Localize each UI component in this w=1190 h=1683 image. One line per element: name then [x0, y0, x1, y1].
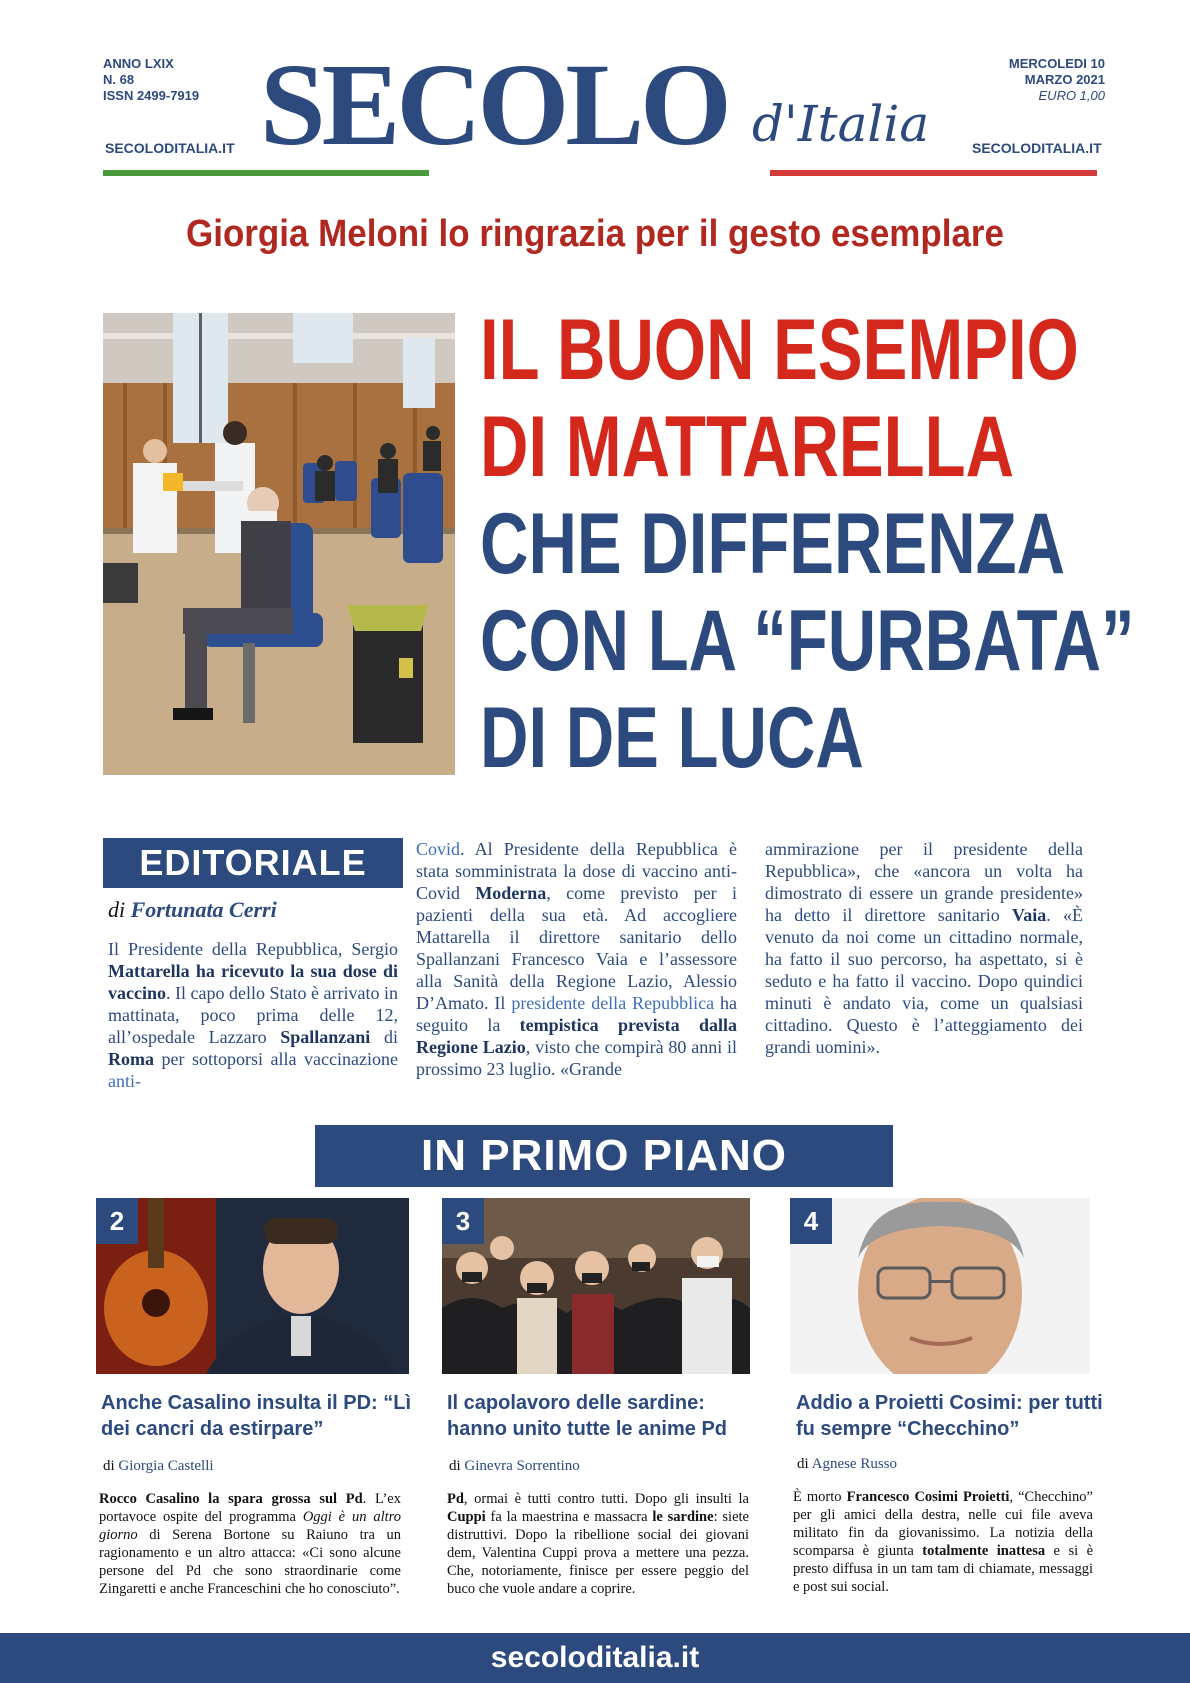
bold-text: Moderna: [475, 883, 547, 903]
text: , come previsto per i pazienti della sua età. Ad accogliere Mattarella il direttore sanitario dello Spallanzani Francesco Vaia e l’assessore alla Sanità della Regione Lazio, Alessio D’Amato. Il: [416, 883, 737, 1013]
card-1-number: 2: [96, 1198, 138, 1244]
headline-line-2: DI MATTARELLA: [480, 399, 1015, 495]
card-1-author: Giorgia Castelli: [118, 1458, 214, 1474]
bold-text: Cuppi: [447, 1509, 486, 1525]
section-label: IN PRIMO PIANO: [315, 1125, 893, 1187]
issue-year: ANNO LXIX: [103, 56, 174, 71]
red-rule: [770, 170, 1097, 176]
editorial-column-3: [765, 838, 1083, 1058]
card-1-text: [99, 1490, 401, 1598]
by-prefix: di: [797, 1456, 809, 1472]
date-info: [975, 56, 1105, 104]
text: e si è presto diffusa in un tam tam di chiamate, messaggi e post sui social.: [793, 1543, 1094, 1595]
bold-text: Rocco Casalino la spara grossa sul Pd: [99, 1491, 363, 1507]
text: : siete distruttivi. Dopo la ribellione social dei giovani dem, Valentina Cuppi prova a mettere una pezza. Che, notoriamente, finisce per essere peggio del buco che vuole andare a coprire.: [447, 1509, 749, 1597]
green-rule: [103, 170, 429, 176]
card-1-title[interactable]: Anche Casalino insulta il PD: “Lì dei cancri da estirpare”: [101, 1392, 412, 1440]
text: fa la maestrina e massacra: [485, 1509, 653, 1525]
site-link-right[interactable]: SECOLODITALIA.IT: [972, 140, 1102, 156]
headline-line-4: CON LA “FURBATA”: [480, 593, 1135, 689]
headline-line-3: CHE DIFFERENZA: [480, 496, 1066, 592]
author-name: Fortunata Cerri: [130, 897, 277, 922]
bold-text: Vaia: [1011, 905, 1047, 925]
by-prefix: di: [103, 1458, 115, 1474]
by-prefix: di: [449, 1458, 461, 1474]
logo-script-text: d'Italia: [752, 95, 930, 153]
issue-info: [103, 56, 253, 104]
text: Il Presidente della Repubblica, Sergio: [108, 939, 398, 959]
text: di Serena Bortone su Raiuno tra un ragionamento e un altro attacca: «Ci sono alcune persone del Pd che sono straordinarie come Zingaretti e anche Franceschini che ho conosciuto”.: [99, 1527, 401, 1597]
text: ammirazione per il presidente della Repubblica», che «ancora un volta ha dimostrato di essere un grande presidente» ha detto il direttore sanitario: [765, 839, 1083, 925]
bold-text: Mattarella ha ricevuto la sua dose di vaccino: [108, 961, 398, 1003]
inline-link[interactable]: presidente della Repubblica: [511, 993, 715, 1013]
card-3-title[interactable]: Addio a Proietti Cosimi: per tutti fu sempre “Checchino”: [796, 1392, 1103, 1440]
card-1-byline: [103, 1458, 214, 1475]
editorial-label: EDITORIALE: [103, 838, 403, 888]
card-2-byline: [449, 1458, 580, 1475]
proietti-image: [790, 1198, 1090, 1374]
bold-text: tempistica prevista dalla Regione Lazio: [416, 1015, 737, 1057]
card-3-text: [793, 1488, 1093, 1596]
kicker: Giorgia Meloni lo ringrazia per il gesto esemplare: [186, 213, 1004, 255]
author-prefix: di: [108, 897, 126, 922]
editorial-column-2: [416, 838, 737, 1080]
italic-text: Oggi è un altro giorno: [99, 1509, 401, 1543]
text: , “Checchino” per gli amici della destra, nelle cui file aveva militato fin da giovanissimo. La notizia della scomparsa è giunta: [793, 1489, 1093, 1559]
issue-number: N. 68: [103, 72, 135, 87]
card-2-title[interactable]: Il capolavoro delle sardine: hanno unito tutte le anime Pd: [447, 1392, 727, 1440]
card-3-number: 4: [790, 1198, 832, 1244]
main-headline[interactable]: [480, 302, 1135, 787]
bold-text: le sardine: [652, 1509, 714, 1525]
date-month: MARZO 2021: [1024, 72, 1105, 87]
text: di: [370, 1027, 398, 1047]
card-3-byline: [797, 1456, 897, 1473]
headline-line-5: DI DE LUCA: [480, 690, 864, 786]
lead-photo[interactable]: [103, 313, 455, 775]
card-2-text: [447, 1490, 749, 1598]
bold-text: Roma: [108, 1049, 154, 1069]
sardine-image: [442, 1198, 750, 1374]
casalino-image: [96, 1198, 409, 1374]
editorial-column-1: [108, 938, 398, 1092]
footer-bar: [0, 1633, 1190, 1683]
text: . L’ex portavoce ospite del programma: [99, 1491, 401, 1525]
text: per sottoporsi alla vaccinazione: [154, 1049, 398, 1069]
editorial-author: [108, 897, 277, 923]
bold-text: totalmente inattesa: [922, 1543, 1046, 1559]
card-2-photo[interactable]: [442, 1198, 750, 1374]
card-2-author: Ginevra Sorrentino: [464, 1458, 580, 1474]
vaccination-room-image: [103, 313, 455, 775]
bold-text: Francesco Cosimi Proietti: [846, 1489, 1010, 1505]
footer-site-link[interactable]: secoloditalia.it: [490, 1641, 700, 1674]
text: , ormai è tutti contro tutti. Dopo gli insulti la: [463, 1491, 749, 1507]
text: ha seguito la: [416, 993, 737, 1035]
logo-main-text: SECOLO: [260, 39, 728, 170]
text: . Il capo dello Stato è arrivato in mattinata, poco prima delle 12, all’ospedale Lazzaro: [108, 983, 398, 1047]
issn: ISSN 2499-7919: [103, 88, 200, 103]
card-1-photo[interactable]: [96, 1198, 409, 1374]
date-day: MERCOLEDI 10: [1008, 56, 1105, 71]
card-3-author: Agnese Russo: [811, 1456, 898, 1472]
inline-link[interactable]: Covid: [416, 839, 461, 859]
text: È morto: [793, 1489, 847, 1505]
text: . «È venuto da noi come un cittadino normale, ha fatto il suo percorso, ha aspettato, si è seduto e ha fatto il vaccino. Dopo quindici minuti è andato via, come un qualsiasi cittadino. Questo è l’atteggiamento dei grandi uomini».: [765, 905, 1083, 1057]
headline-line-1: IL BUON ESEMPIO: [480, 302, 1079, 398]
bold-text: Spallanzani: [280, 1027, 371, 1047]
card-2-number: 3: [442, 1198, 484, 1244]
text: , visto che compirà 80 anni il prossimo 23 luglio. «Grande: [416, 1037, 737, 1079]
site-link-left[interactable]: SECOLODITALIA.IT: [105, 140, 235, 156]
text: . Al Presidente della Repubblica è stata somministrata la dose di vaccino anti-Covid: [416, 839, 737, 903]
bold-text: Pd: [447, 1491, 464, 1507]
newspaper-logo[interactable]: [260, 39, 960, 170]
inline-link[interactable]: anti-: [108, 1071, 141, 1091]
card-3-photo[interactable]: [790, 1198, 1090, 1374]
price: EURO 1,00: [1038, 88, 1105, 103]
